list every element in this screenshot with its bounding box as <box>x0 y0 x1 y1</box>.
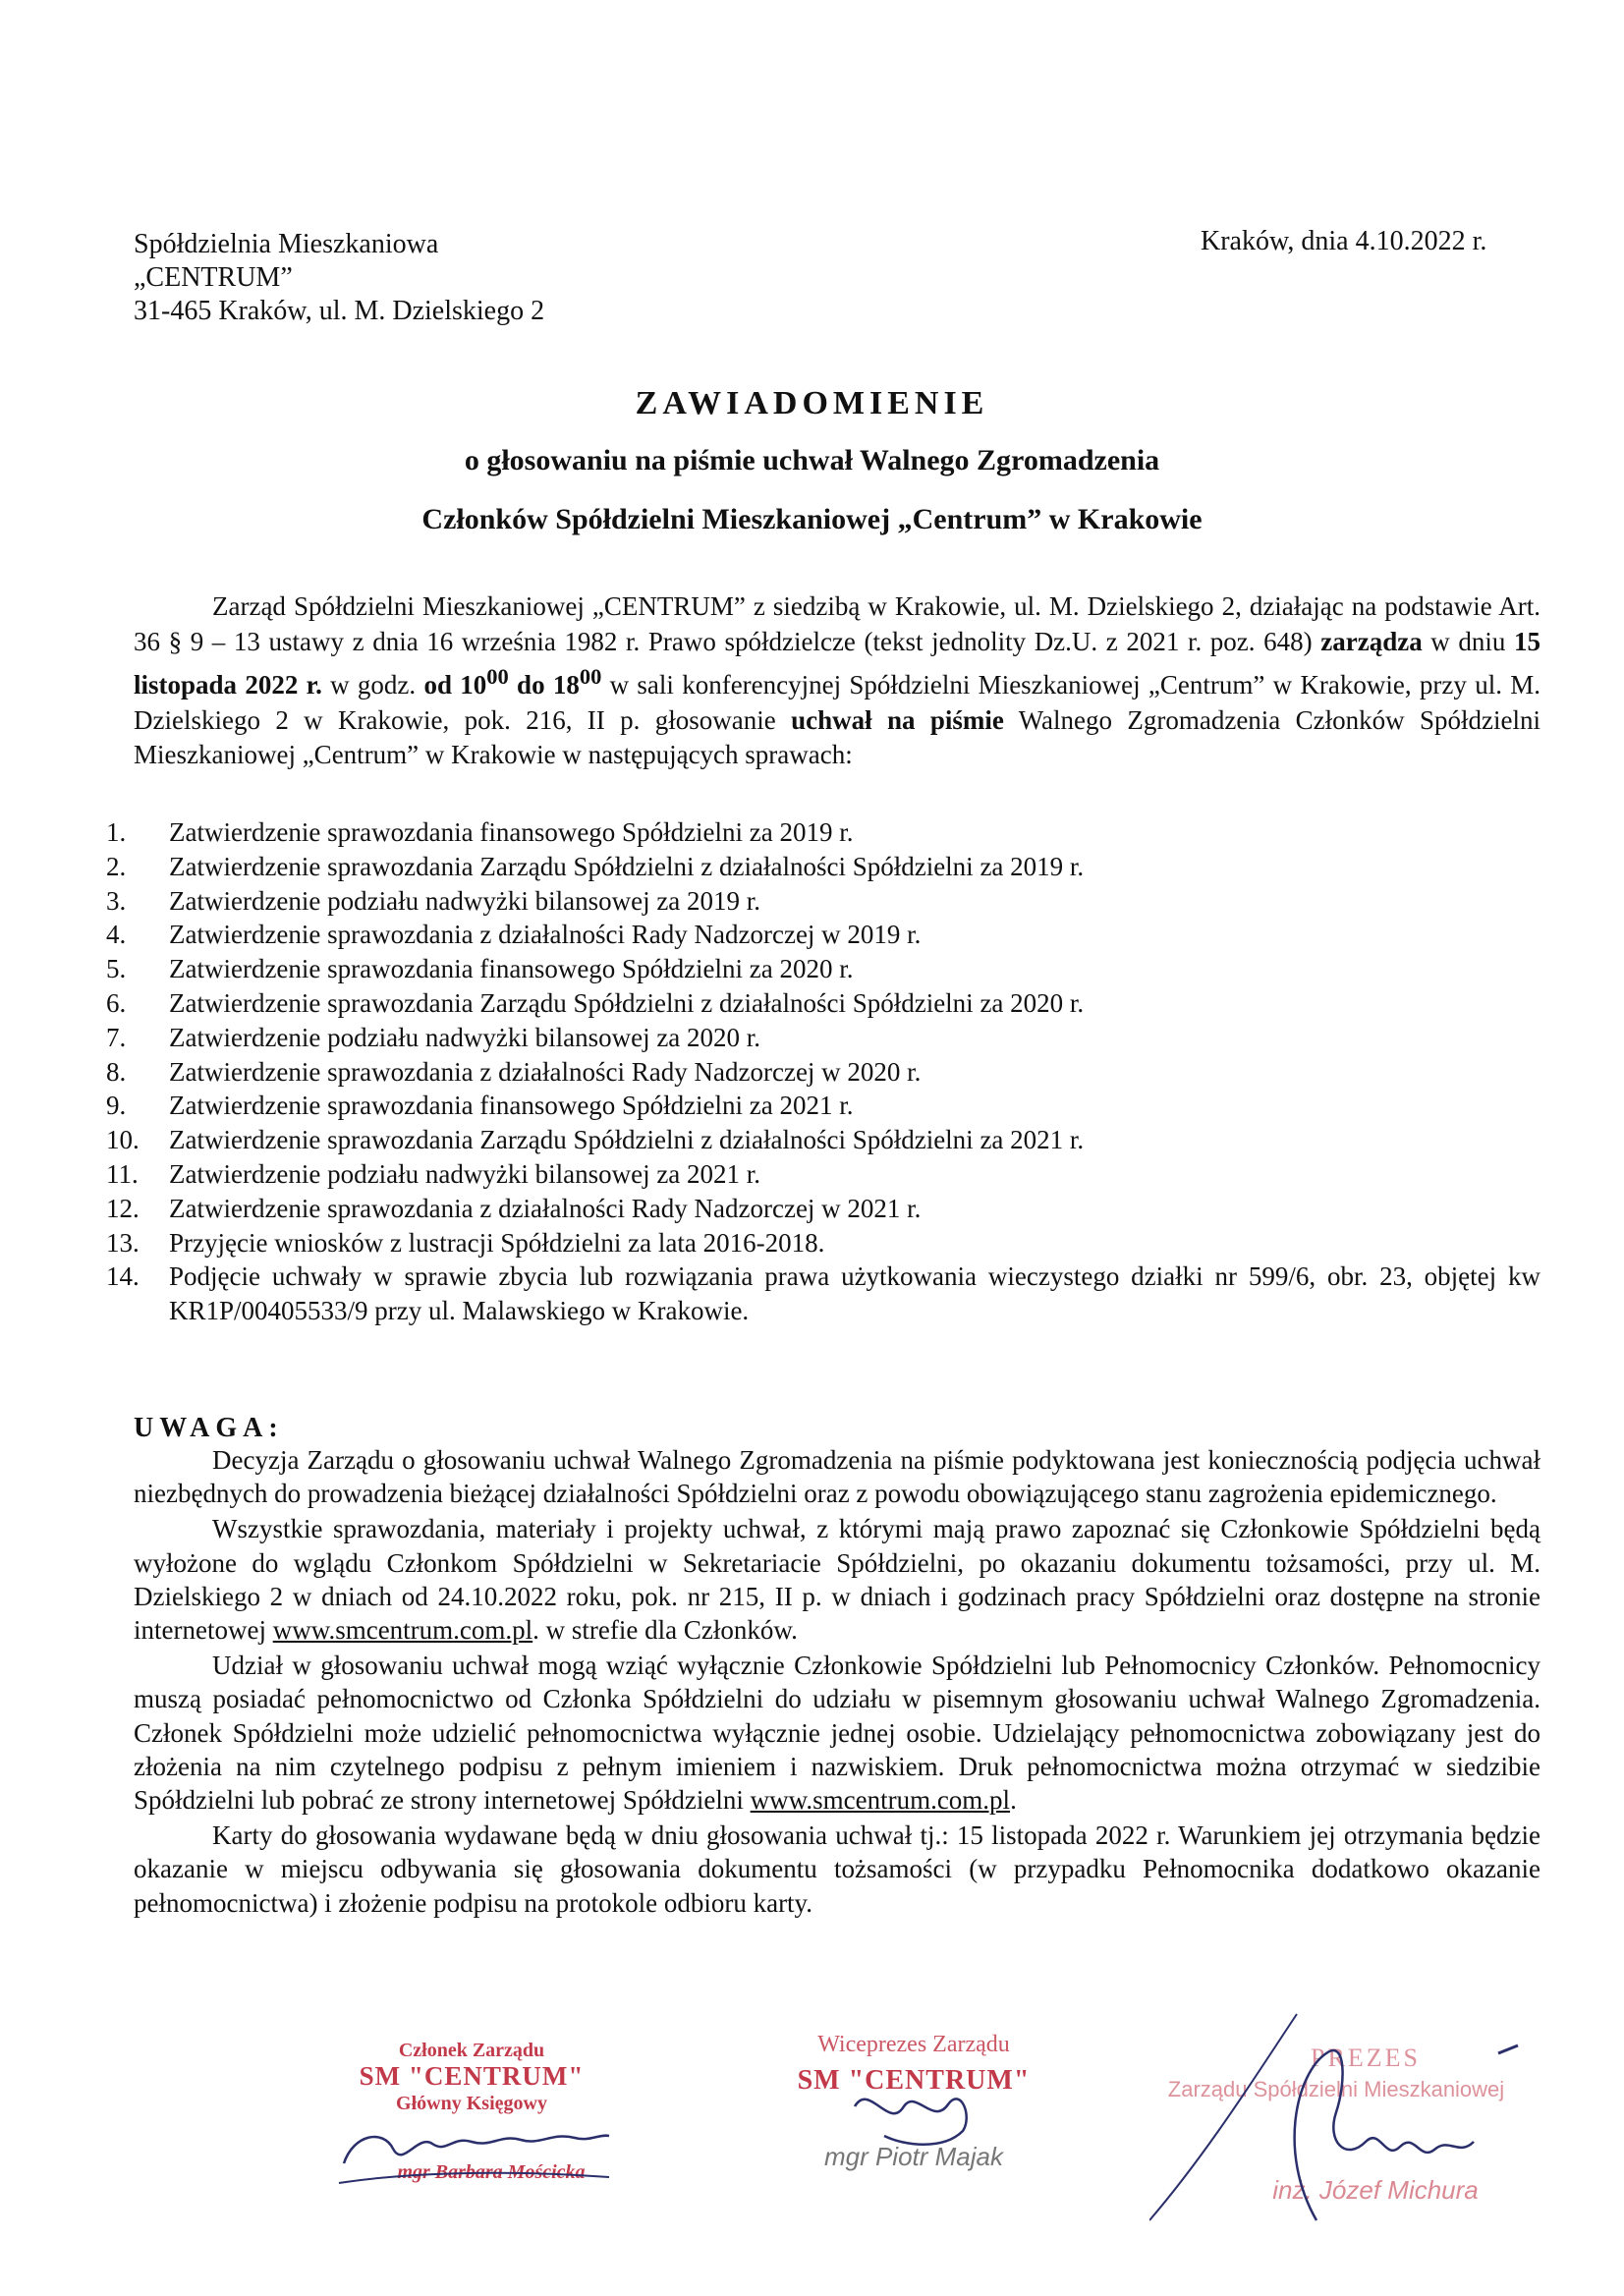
notice-text: . w strefie dla Członków. <box>532 1615 798 1646</box>
sender-address <box>134 228 544 328</box>
item-text: Przyjęcie wniosków z lustracji Spółdzielni za lata 2016-2018. <box>169 1227 825 1258</box>
document-title: ZAWIADOMIENIE <box>635 385 989 421</box>
item-number: 5. <box>106 954 127 984</box>
signature-mark <box>1149 1994 1523 2240</box>
item-text: Podjęcie uchwały w sprawie zbycia lub rozwiązania prawa użytkowania wieczystego działki nr 599/6, obr. 23, objętej kw KR1P/00405533/9 przy ul. Malawskiego w Krakowie. <box>169 1261 1540 1326</box>
list-item <box>106 815 1540 850</box>
stamp-org: SM "CENTRUM" <box>359 2061 585 2091</box>
item-number: 7. <box>106 1022 127 1052</box>
notice-paragraph-3 <box>134 1649 1540 1817</box>
stamp-org: SM "CENTRUM" <box>797 2065 1031 2096</box>
list-item <box>106 1157 1540 1192</box>
stamp-role: Wiceprezes Zarządu <box>817 2032 1010 2057</box>
item-text: Zatwierdzenie sprawozdania finansowego Spółdzielni za 2021 r. <box>169 1091 854 1121</box>
intro-paragraph <box>134 589 1540 773</box>
item-number: 14. <box>106 1261 140 1292</box>
item-text: Zatwierdzenie sprawozdania finansowego Spółdzielni za 2019 r. <box>169 817 854 847</box>
stamp-name: mgr Piotr Majak <box>823 2142 1004 2171</box>
intro-bold: uchwał na piśmie <box>791 704 1004 735</box>
stamp-chief-accountant <box>324 2036 619 2193</box>
intro-text: Walnego Zgromadzenia Członków Spółdzielni Mieszkaniowej „Centrum” w Krakowie w następujących sprawach: <box>134 704 1540 769</box>
item-number: 12. <box>106 1193 140 1223</box>
stamp-name: inż. Józef Michura <box>1272 2175 1479 2205</box>
notice-paragraph-2 <box>134 1512 1540 1647</box>
list-item <box>106 918 1540 952</box>
stamp-name: mgr Barbara Mościcka <box>397 2161 586 2183</box>
item-number: 13. <box>106 1227 140 1258</box>
place-and-date: Kraków, dnia 4.10.2022 r. <box>1201 226 1487 256</box>
sender-street: 31-465 Kraków, ul. M. Dzielskiego 2 <box>134 296 545 326</box>
notice-text: . <box>1010 1785 1017 1816</box>
list-item <box>106 1055 1540 1090</box>
stamp-vice-president <box>776 2026 1051 2173</box>
stamp-president <box>1149 1994 1523 2240</box>
website-link[interactable]: www.smcentrum.com.pl <box>750 1785 1011 1816</box>
item-number: 4. <box>106 920 127 950</box>
item-number: 1. <box>106 817 127 847</box>
notice-body <box>134 1443 1540 1922</box>
voting-hours <box>423 664 602 700</box>
intro-text: w dniu <box>1422 626 1515 656</box>
item-number: 9. <box>106 1091 127 1121</box>
item-text: Zatwierdzenie sprawozdania Zarządu Spółdzielni z działalności Spółdzielni za 2019 r. <box>169 851 1085 881</box>
list-item <box>106 1021 1540 1055</box>
stamp-role: PREZES <box>1311 2044 1421 2072</box>
item-number: 3. <box>106 885 127 916</box>
item-number: 8. <box>106 1056 127 1087</box>
stamp-org: Zarządu Spółdzielni Mieszkaniowej <box>1167 2077 1505 2101</box>
item-text: Zatwierdzenie podziału nadwyżki bilansowej za 2020 r. <box>169 1022 761 1052</box>
notice-text: Udział w głosowaniu uchwał mogą wziąć wyłącznie Członkowie Spółdzielni lub Pełnomocnicy Członków. Pełnomocnicy muszą posiadać pełnomocnictwo od Członka Spółdzielni do udziału w pisemnym głosowaniu uchwał Walnego Zgromadzenia. Członek Spółdzielni może udzielić pełnomocnictwa wyłącznie jednej osobie. Udzielający pełnomocnictwa zobowiązany jest do złożenia na nim czytelnego podpisu z pełnym imieniem i nazwiskiem. Druk pełnomocnictwa można otrzymać w siedzibie Spółdzielni lub pobrać ze strony internetowej Spółdzielni <box>134 1651 1540 1816</box>
intro-text: w sali konferencyjnej Spółdzielni Mieszkaniowej „Centrum” w Krakowie, przy ul. M. Dzielskiego 2 w Krakowie, pok. 216, II p. głosowanie <box>134 670 1540 735</box>
stamp-role: Członek Zarządu <box>398 2040 545 2061</box>
list-item <box>106 850 1540 884</box>
list-item <box>106 1123 1540 1157</box>
item-text: Zatwierdzenie sprawozdania z działalności Rady Nadzorczej w 2021 r. <box>169 1193 922 1223</box>
hours-start: od 10 <box>423 670 487 700</box>
sender-name: Spółdzielnia Mieszkaniowa <box>134 229 439 259</box>
list-item <box>106 1226 1540 1260</box>
signature-mark <box>324 2075 619 2193</box>
item-text: Zatwierdzenie sprawozdania z działalności Rady Nadzorczej w 2020 r. <box>169 1056 922 1087</box>
list-item <box>106 1192 1540 1226</box>
list-item <box>106 884 1540 919</box>
notice-text: Wszystkie sprawozdania, materiały i projekty uchwał, z którymi mają prawo zapoznać się Członkowie Spółdzielni będą wyłożone do wglądu Członkom Spółdzielni w Sekretariacie Spółdzielni, po okazaniu dokumentu tożsamości, przy ul. M. Dzielskiego 2 w dniach od 24.10.2022 roku, pok. nr 215, II p. w dniach i godzinach pracy Spółdzielni oraz dostępne na stronie internetowej <box>134 1514 1540 1646</box>
list-item <box>106 1260 1540 1328</box>
item-text: Zatwierdzenie podziału nadwyżki bilansowej za 2019 r. <box>169 885 761 916</box>
hours-start-minutes: 00 <box>486 664 509 689</box>
item-text: Zatwierdzenie sprawozdania Zarządu Spółdzielni z działalności Spółdzielni za 2020 r. <box>169 987 1085 1018</box>
item-number: 11. <box>106 1158 139 1189</box>
item-text: Zatwierdzenie sprawozdania z działalności Rady Nadzorczej w 2019 r. <box>169 920 922 950</box>
agenda-list <box>106 815 1540 1328</box>
item-text: Zatwierdzenie sprawozdania finansowego Spółdzielni za 2020 r. <box>169 954 854 984</box>
list-item <box>106 952 1540 986</box>
item-number: 10. <box>106 1125 140 1155</box>
intro-bold: zarządza <box>1320 626 1423 656</box>
intro-text: Zarząd Spółdzielni Mieszkaniowej „CENTRUM” z siedzibą w Krakowie, ul. M. Dzielskiego 2, działając na podstawie Art. 36 § 9 – 13 ustawy z dnia 16 września 1982 r. Prawo spółdzielcze (tekst jednolity Dz.U. z 2021 r. poz. 648) <box>134 591 1540 656</box>
intro-text: w godz. <box>321 670 424 700</box>
notice-paragraph-4: Karty do głosowania wydawane będą w dniu głosowania uchwał tj.: 15 listopada 2022 r. Warunkiem jej otrzymania będzie okazanie w miejscu odbywania się głosowania dokumentu tożsamości (w przypadku Pełnomocnika dodatkowo okazanie pełnomocnictwa) i złożenie podpisu na protokole odbioru karty. <box>134 1820 1540 1918</box>
item-text: Zatwierdzenie podziału nadwyżki bilansowej za 2021 r. <box>169 1158 761 1189</box>
notice-heading: UWAGA: <box>134 1413 284 1443</box>
document-subtitle-1: o głosowaniu na piśmie uchwał Walnego Zgromadzenia <box>464 444 1160 476</box>
item-number: 2. <box>106 851 127 881</box>
sender-org: „CENTRUM” <box>134 262 293 293</box>
voting-date: 15 listopada 2022 r. <box>134 626 1541 700</box>
item-number: 6. <box>106 987 127 1018</box>
notice-paragraph-1: Decyzja Zarządu o głosowaniu uchwał Walnego Zgromadzenia na piśmie podyktowana jest koniecznością podjęcia uchwał niezbędnych do prowadzenia bieżącej działalności Spółdzielni oraz z powodu obowiązującego stanu zagrożenia epidemicznego. <box>134 1445 1540 1509</box>
hours-end-minutes: 00 <box>579 664 602 689</box>
list-item <box>106 986 1540 1021</box>
document-subtitle-2: Członków Spółdzielni Mieszkaniowej „Centrum” w Krakowie <box>421 503 1203 535</box>
signature-mark <box>845 2077 982 2156</box>
list-item <box>106 1089 1540 1123</box>
stamp-title: Główny Księgowy <box>396 2093 547 2114</box>
hours-end: do 18 <box>508 670 580 700</box>
item-text: Zatwierdzenie sprawozdania Zarządu Spółdzielni z działalności Spółdzielni za 2021 r. <box>169 1125 1085 1155</box>
website-link[interactable]: www.smcentrum.com.pl <box>272 1615 533 1646</box>
